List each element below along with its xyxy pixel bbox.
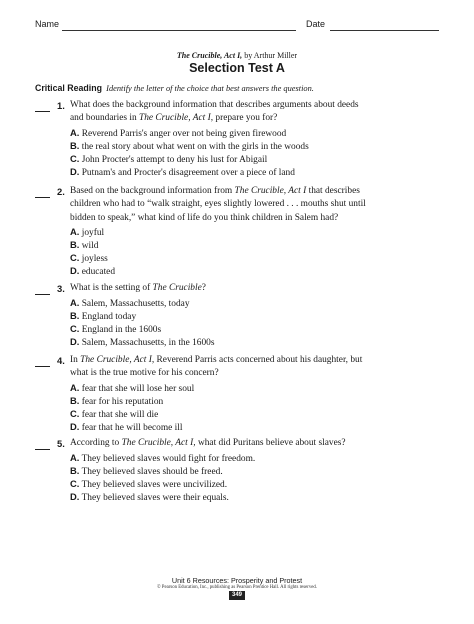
option-b: B. fear for his reputation — [70, 395, 164, 407]
question-number: 2. — [57, 186, 65, 197]
option-b: B. wild — [70, 239, 99, 251]
answer-blank[interactable] — [35, 449, 50, 450]
option-b: B. the real story about what went on with the girls in the woods — [70, 140, 309, 152]
option-b: B. They believed slaves should be freed. — [70, 465, 223, 477]
option-a: A. They believed slaves would fight for freedom. — [70, 452, 256, 464]
option-a: A. fear that she will lose her soul — [70, 382, 195, 394]
question-text: In The Crucible, Act I, Reverend Parris acts concerned about his daughter, but what is the true motive for his concern? — [70, 355, 363, 379]
option-d: D. Putnam's and Procter's disagreement over a piece of land — [70, 166, 295, 178]
option-b: B. England today — [70, 310, 137, 322]
option-d: D. They believed slaves were their equals. — [70, 491, 229, 503]
question-number: 5. — [57, 438, 65, 449]
option-c: C. joyless — [70, 252, 108, 264]
name-field-line[interactable] — [62, 30, 296, 31]
question-number: 1. — [57, 100, 65, 111]
instruction-text: Identify the letter of the choice that best answers the question. — [106, 84, 314, 93]
option-c: C. England in the 1600s — [70, 323, 162, 335]
date-label: Date — [306, 19, 326, 29]
option-a: A. Reverend Parris's anger over not being given firewood — [70, 127, 287, 139]
section-heading: Critical Reading — [35, 83, 102, 93]
page-title: Selection Test A — [189, 61, 285, 75]
question-number: 3. — [57, 283, 65, 294]
option-d: D. fear that he will become ill — [70, 421, 183, 433]
option-a: A. Salem, Massachusetts, today — [70, 297, 190, 309]
option-d: D. Salem, Massachusetts, in the 1600s — [70, 336, 215, 348]
footer-unit: Unit 6 Resources: Prosperity and Protest — [171, 576, 303, 585]
question-text: Based on the background information from The Crucible, Act I that describes children who had to “walk straight, eyes slightly lowered . . . mouths shut until bidden to speak,” what kind of life do you think children in Salem had? — [70, 186, 366, 223]
page-number: 349 — [229, 591, 245, 600]
section-instruction — [35, 83, 314, 93]
answer-blank[interactable] — [35, 111, 50, 112]
question-text: What is the setting of The Crucible? — [70, 283, 206, 293]
option-c: C. They believed slaves were uncivilized. — [70, 478, 228, 490]
answer-blank[interactable] — [35, 197, 50, 198]
name-label: Name — [35, 19, 60, 29]
footer-copyright: © Pearson Education, Inc., publishing as Pearson Prentice Hall. All rights reserved. — [156, 585, 318, 590]
answer-blank[interactable] — [35, 294, 50, 295]
option-c: C. fear that she will die — [70, 408, 159, 420]
question-number: 4. — [57, 355, 65, 366]
option-d: D. educated — [70, 265, 116, 277]
question-text: What does the background information that describes arguments about deeds and boundaries in The Crucible, Act I, prepare you for? — [70, 100, 359, 124]
question-text: According to The Crucible, Act I, what did Puritans believe about slaves? — [70, 438, 346, 448]
answer-blank[interactable] — [35, 366, 50, 367]
option-a: A. joyful — [70, 226, 105, 238]
date-field-line[interactable] — [330, 30, 439, 31]
option-c: C. John Procter's attempt to deny his lust for Abigail — [70, 153, 268, 165]
work-title: The Crucible, Act I, by Arthur Miller — [176, 51, 298, 60]
